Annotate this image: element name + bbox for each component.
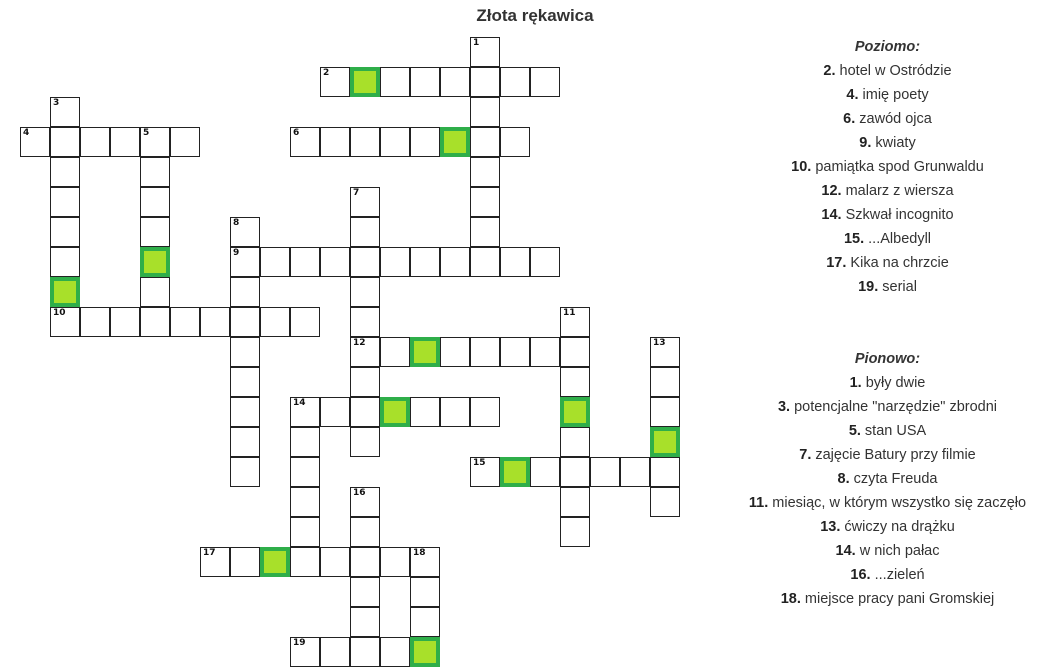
crossword-cell[interactable] (530, 247, 560, 277)
crossword-cell[interactable] (560, 487, 590, 517)
crossword-cell[interactable] (650, 337, 680, 367)
crossword-cell[interactable] (380, 67, 410, 97)
crossword-cell[interactable] (350, 607, 380, 637)
crossword-cell[interactable] (50, 247, 80, 277)
clue-text: miesiąc, w którym wszystko się zaczęło (768, 495, 1027, 511)
crossword-cell[interactable] (560, 367, 590, 397)
crossword-cell[interactable] (470, 97, 500, 127)
crossword-cell[interactable] (530, 67, 560, 97)
cell-number: 15 (473, 458, 486, 468)
clue-text: czyta Freuda (849, 471, 938, 487)
crossword-cell[interactable] (290, 247, 320, 277)
crossword-cell[interactable] (410, 67, 440, 97)
clue-number: 13. (820, 519, 841, 535)
cell-number: 5 (143, 128, 150, 138)
crossword-cell[interactable] (260, 307, 290, 337)
cell-number: 9 (233, 248, 240, 258)
crossword-cell[interactable] (170, 127, 200, 157)
crossword-cell[interactable] (650, 367, 680, 397)
crossword-cell[interactable] (350, 247, 380, 277)
cell-number: 17 (203, 548, 216, 558)
crossword-cell[interactable] (650, 457, 680, 487)
crossword-cell[interactable] (80, 307, 110, 337)
crossword-cell[interactable] (140, 157, 170, 187)
across-clue (720, 131, 1055, 155)
clue-text: stan USA (860, 423, 927, 439)
crossword-cell[interactable] (470, 37, 500, 67)
crossword-cell[interactable] (530, 457, 560, 487)
clue-text: miejsce pracy pani Gromskiej (800, 591, 995, 607)
crossword-cell[interactable] (80, 127, 110, 157)
crossword-cell[interactable] (230, 367, 260, 397)
crossword-cell[interactable] (290, 397, 320, 427)
clue-number: 17. (826, 255, 847, 271)
down-clue (720, 443, 1055, 467)
clue-number: 6. (843, 111, 856, 127)
crossword-cell[interactable] (560, 307, 590, 337)
crossword-cell[interactable] (290, 547, 320, 577)
crossword-cell[interactable] (290, 637, 320, 667)
crossword-cell[interactable] (320, 127, 350, 157)
crossword-cell[interactable] (50, 97, 80, 127)
crossword-cell[interactable] (350, 397, 380, 427)
clue-text: malarz z wiersza (841, 183, 954, 199)
crossword-cell[interactable] (350, 337, 380, 367)
clue-number: 3. (777, 399, 791, 415)
crossword-cell[interactable] (470, 127, 500, 157)
crossword-cell[interactable] (230, 397, 260, 427)
crossword-cell[interactable] (500, 247, 530, 277)
crossword-cell[interactable] (110, 127, 140, 157)
cell-number: 18 (413, 548, 426, 558)
crossword-cell[interactable] (290, 427, 320, 457)
clue-number: 8. (837, 471, 850, 487)
crossword-cell[interactable] (320, 247, 350, 277)
down-clue (720, 491, 1055, 515)
crossword-cell[interactable] (380, 337, 410, 367)
across-clue (720, 227, 1055, 251)
crossword-cell[interactable] (260, 247, 290, 277)
crossword-cell[interactable] (530, 337, 560, 367)
across-clue (720, 107, 1055, 131)
crossword-cell[interactable] (410, 577, 440, 607)
down-clue (720, 563, 1055, 587)
cell-number: 12 (353, 338, 366, 348)
crossword-cell[interactable] (650, 487, 680, 517)
crossword-cell[interactable] (410, 397, 440, 427)
clue-number: 10. (791, 159, 812, 175)
across-clue (720, 179, 1055, 203)
crossword-cell[interactable] (470, 187, 500, 217)
down-clue-list (720, 371, 1055, 611)
clue-text: pamiątka spod Grunwaldu (811, 159, 984, 175)
crossword-cell[interactable] (500, 127, 530, 157)
clue-number: 15. (843, 231, 865, 247)
crossword-cell[interactable] (320, 547, 350, 577)
crossword-cell[interactable] (470, 457, 500, 487)
crossword-cell[interactable] (350, 277, 380, 307)
clue-text: zawód ojca (855, 111, 932, 127)
crossword-cell[interactable] (140, 187, 170, 217)
crossword-cell[interactable] (350, 127, 380, 157)
cell-number: 4 (23, 128, 30, 138)
cell-number: 13 (653, 338, 666, 348)
crossword-cell[interactable] (350, 577, 380, 607)
crossword-cell[interactable] (470, 157, 500, 187)
cell-number: 16 (353, 488, 366, 498)
clue-number: 14. (821, 207, 842, 223)
clue-number: 11. (748, 495, 769, 511)
crossword-cell[interactable] (380, 247, 410, 277)
across-clue (720, 251, 1055, 275)
across-clue (720, 275, 1055, 299)
crossword-cell[interactable] (290, 457, 320, 487)
down-clue (720, 539, 1055, 563)
crossword-cell[interactable] (350, 307, 380, 337)
clue-number: 1. (849, 375, 862, 391)
crossword-cell[interactable] (350, 637, 380, 667)
cell-number: 11 (563, 308, 576, 318)
crossword-cell[interactable] (230, 307, 260, 337)
crossword-cell[interactable] (230, 217, 260, 247)
highlighted-crossword-cell[interactable] (650, 427, 680, 457)
crossword-cell[interactable] (320, 637, 350, 667)
crossword-cell[interactable] (140, 217, 170, 247)
highlighted-crossword-cell[interactable] (410, 637, 440, 667)
crossword-cell[interactable] (410, 607, 440, 637)
highlighted-crossword-cell[interactable] (500, 457, 530, 487)
clue-number: 19. (858, 279, 879, 295)
crossword-cell[interactable] (560, 427, 590, 457)
crossword-cell[interactable] (440, 247, 470, 277)
down-clue (720, 419, 1055, 443)
down-heading: Pionowo: (854, 351, 921, 367)
across-clue (720, 83, 1055, 107)
crossword-cell[interactable] (350, 187, 380, 217)
highlighted-crossword-cell[interactable] (50, 277, 80, 307)
crossword-cell[interactable] (410, 547, 440, 577)
crossword-cell[interactable] (350, 427, 380, 457)
cell-number: 14 (293, 398, 306, 408)
cell-number: 8 (233, 218, 240, 228)
crossword-cell[interactable] (140, 307, 170, 337)
down-clue (720, 395, 1055, 419)
crossword-cell[interactable] (50, 157, 80, 187)
clue-text: zajęcie Batury przy filmie (811, 447, 976, 463)
highlighted-crossword-cell[interactable] (410, 337, 440, 367)
crossword-cell[interactable] (440, 397, 470, 427)
clue-number: 16. (850, 567, 871, 583)
crossword-cell[interactable] (290, 127, 320, 157)
clue-number: 4. (846, 87, 859, 103)
crossword-cell[interactable] (350, 367, 380, 397)
crossword-cell[interactable] (380, 127, 410, 157)
clue-text: ...zieleń (870, 567, 925, 583)
cell-number: 2 (323, 68, 330, 78)
crossword-cell[interactable] (560, 457, 590, 487)
crossword-cell[interactable] (50, 187, 80, 217)
clue-text: serial (878, 279, 917, 295)
highlighted-crossword-cell[interactable] (380, 397, 410, 427)
crossword-cell[interactable] (230, 547, 260, 577)
clue-text: ...Albedyll (864, 231, 932, 247)
crossword-cell[interactable] (590, 457, 620, 487)
clue-text: były dwie (861, 375, 926, 391)
crossword-cell[interactable] (470, 67, 500, 97)
crossword-cell[interactable] (470, 217, 500, 247)
crossword-cell[interactable] (140, 277, 170, 307)
crossword-cell[interactable] (350, 547, 380, 577)
crossword-cell[interactable] (380, 547, 410, 577)
highlighted-crossword-cell[interactable] (560, 397, 590, 427)
crossword-cell[interactable] (230, 427, 260, 457)
cell-number: 7 (353, 188, 360, 198)
crossword-cell[interactable] (440, 337, 470, 367)
crossword-cell[interactable] (560, 337, 590, 367)
clue-text: ćwiczy na drążku (840, 519, 955, 535)
crossword-cell[interactable] (290, 307, 320, 337)
crossword-cell[interactable] (50, 307, 80, 337)
crossword-cell[interactable] (170, 307, 200, 337)
highlighted-crossword-cell[interactable] (350, 67, 380, 97)
crossword-cell[interactable] (620, 457, 650, 487)
crossword-cell[interactable] (50, 217, 80, 247)
crossword-cell[interactable] (500, 337, 530, 367)
crossword-cell[interactable] (650, 397, 680, 427)
down-clue (720, 371, 1055, 395)
crossword-cell[interactable] (350, 517, 380, 547)
clues-panel (720, 35, 1055, 611)
clue-text: w nich pałac (855, 543, 940, 559)
down-clue (720, 467, 1055, 491)
cell-number: 1 (473, 38, 480, 48)
cell-number: 19 (293, 638, 306, 648)
crossword-cell[interactable] (560, 517, 590, 547)
clue-text: potencjalne "narzędzie" zbrodni (790, 399, 998, 415)
clue-text: kwiaty (871, 135, 916, 151)
highlighted-crossword-cell[interactable] (440, 127, 470, 157)
clue-number: 9. (859, 135, 872, 151)
cell-number: 3 (53, 98, 60, 108)
crossword-cell[interactable] (350, 487, 380, 517)
crossword-cell[interactable] (110, 307, 140, 337)
across-clue (720, 203, 1055, 227)
crossword-cell[interactable] (290, 517, 320, 547)
clue-number: 7. (799, 447, 812, 463)
clue-text: hotel w Ostródzie (835, 63, 952, 79)
crossword-cell[interactable] (20, 127, 50, 157)
crossword-cell[interactable] (470, 397, 500, 427)
crossword-cell[interactable] (230, 277, 260, 307)
crossword-cell[interactable] (470, 247, 500, 277)
crossword-cell[interactable] (440, 67, 470, 97)
crossword-cell[interactable] (410, 127, 440, 157)
clue-number: 14. (835, 543, 856, 559)
down-clue (720, 515, 1055, 539)
crossword-cell[interactable] (230, 337, 260, 367)
crossword-cell[interactable] (470, 337, 500, 367)
across-heading: Poziomo: (854, 39, 921, 55)
across-clue (720, 59, 1055, 83)
clue-text: Kika na chrzcie (846, 255, 949, 271)
crossword-cell[interactable] (290, 487, 320, 517)
cell-number: 6 (293, 128, 300, 138)
crossword-cell[interactable] (230, 457, 260, 487)
down-clue (720, 587, 1055, 611)
clue-number: 12. (821, 183, 842, 199)
crossword-cell[interactable] (350, 217, 380, 247)
clue-list-spacer (720, 299, 1055, 347)
crossword-cell[interactable] (200, 307, 230, 337)
clue-text: Szkwał incognito (841, 207, 954, 223)
crossword-cell[interactable] (230, 247, 260, 277)
highlighted-crossword-cell[interactable] (260, 547, 290, 577)
crossword-cell[interactable] (320, 397, 350, 427)
crossword-cell[interactable] (140, 127, 170, 157)
clue-number: 2. (823, 63, 836, 79)
crossword-cell[interactable] (500, 67, 530, 97)
across-clue (720, 155, 1055, 179)
clue-number: 18. (780, 591, 801, 607)
cell-number: 10 (53, 308, 66, 318)
puzzle-title: Złota rękawica (476, 6, 594, 25)
highlighted-crossword-cell[interactable] (140, 247, 170, 277)
clue-number: 5. (848, 423, 861, 439)
clue-text: imię poety (858, 87, 929, 103)
crossword-cell[interactable] (320, 67, 350, 97)
crossword-cell[interactable] (50, 127, 80, 157)
crossword-cell[interactable] (410, 247, 440, 277)
across-clue-list (720, 59, 1055, 299)
crossword-cell[interactable] (380, 637, 410, 667)
crossword-cell[interactable] (200, 547, 230, 577)
